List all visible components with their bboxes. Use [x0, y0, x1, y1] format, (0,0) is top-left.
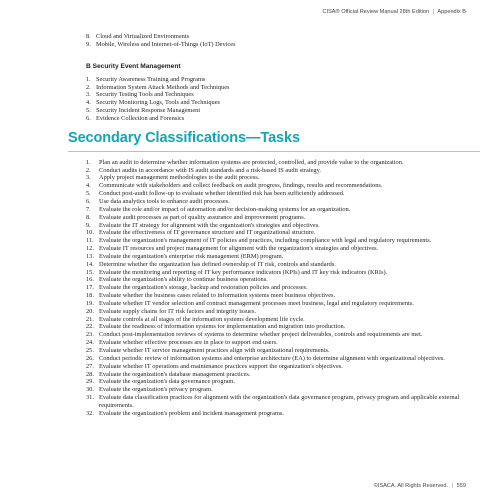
list-item — [86, 355, 478, 363]
section-title: Secondary Classifications—Tasks — [68, 129, 300, 146]
list-item-number: 7. — [86, 205, 91, 213]
title-divider — [68, 151, 480, 152]
list-item-number: 18. — [86, 292, 94, 300]
list-item-number: 1. — [86, 158, 91, 166]
list-item-number: 9. — [86, 221, 91, 229]
list-item — [86, 339, 478, 347]
list-item-text: Evaluate supply chains for IT risk factors and integrity issues. — [99, 307, 257, 315]
page-number: 559 — [456, 483, 466, 489]
list-item-number: 3. — [86, 91, 91, 99]
list-item-text: Evidence Collection and Forensics — [96, 114, 185, 122]
list-item — [86, 91, 482, 99]
b-section-heading: B Security Event Management — [86, 62, 181, 70]
list-item — [86, 99, 482, 107]
list-item-text: Security Awareness Training and Programs — [96, 75, 206, 83]
appendix-label: Appendix B — [437, 9, 466, 15]
tasks-list — [86, 159, 478, 418]
list-item-number: 10. — [86, 229, 94, 237]
list-item — [86, 229, 478, 237]
list-item-number: 3. — [86, 174, 91, 182]
list-item-text: Evaluate whether the business cases related to information systems meet business objectives. — [99, 292, 336, 300]
list-item-number: 2. — [86, 166, 91, 174]
list-item — [86, 363, 478, 371]
list-item-text: Evaluate the readiness of information systems for implementation and migration into production. — [99, 323, 346, 331]
list-item-text: Evaluate audit processes as part of quality assurance and improvement programs. — [99, 213, 306, 221]
list-item-text: Security Monitoring Logs, Tools and Techniques — [96, 99, 220, 107]
list-item-number: 24. — [86, 339, 94, 347]
list-item-number: 12. — [86, 245, 94, 253]
list-item-number: 4. — [86, 99, 91, 107]
list-item — [86, 41, 482, 49]
list-item-number: 8. — [86, 213, 91, 221]
list-item-text: Evaluate whether IT service management practices align with organizational requirements. — [99, 347, 330, 354]
list-item — [86, 347, 478, 355]
list-item — [86, 245, 478, 253]
list-item-number: 8. — [86, 33, 91, 40]
list-item-text: Use data analytics tools to enhance audit processes. — [99, 197, 230, 205]
list-item — [86, 371, 478, 379]
list-item-text: Security Incident Response Management — [96, 107, 201, 115]
list-item — [86, 394, 478, 410]
list-item — [86, 76, 482, 84]
list-item-number: 21. — [86, 315, 94, 323]
list-item-number: 19. — [86, 299, 94, 307]
list-item — [86, 159, 478, 167]
list-item — [86, 84, 482, 92]
list-item — [86, 33, 482, 41]
list-item-number: 22. — [86, 323, 94, 331]
list-item-text: Evaluate the organization's ability to continue business operations. — [99, 276, 268, 284]
page-footer — [374, 483, 466, 489]
list-item-number: 6. — [86, 197, 91, 205]
list-item-text: Evaluate the organization's management of IT policies and practices, including compliance with legal and regulatory requirements. — [99, 237, 432, 245]
list-item-number: 26. — [86, 354, 94, 362]
list-item-text: Conduct audits in accordance with IS audit standards and a risk-based IS audit strategy. — [99, 166, 321, 174]
list-item-text: Evaluate the organization's storage, backup and restoration policies and processes. — [99, 284, 308, 292]
list-item — [86, 410, 478, 418]
list-item-text: Determine whether the organization has defined ownership of IT risk, controls and standards. — [99, 260, 336, 268]
list-item — [86, 308, 478, 316]
list-item-text: Conduct post-implementation reviews of systems to determine whether project deliverables, controls and requirements are met. — [99, 331, 423, 339]
list-item — [86, 323, 478, 331]
top-list — [86, 33, 482, 49]
list-item-text: Evaluate the organization's data governance program. — [99, 378, 235, 386]
list-item-text: Conduct periodic review of information systems and enterprise architecture (EA) to determine alignment with organizational objectives. — [99, 354, 445, 362]
list-item — [86, 115, 482, 123]
list-item — [86, 292, 478, 300]
list-item-text: Evaluate the organization's enterprise risk management (ERM) program. — [99, 252, 284, 260]
list-item-text: Evaluate whether IT operations and maintenance practices support the organization's objectives. — [99, 362, 343, 370]
list-item — [86, 182, 478, 190]
list-item-number: 28. — [86, 370, 94, 378]
list-item-number: 30. — [86, 386, 94, 394]
b-section-list — [86, 76, 482, 123]
list-item-text: Apply project management methodologies to the audit process. — [99, 174, 260, 182]
list-item-number: 23. — [86, 331, 94, 339]
list-item-number: 25. — [86, 347, 94, 354]
list-item — [86, 378, 478, 386]
list-item-number: 13. — [86, 252, 94, 260]
list-item — [86, 300, 478, 308]
list-item — [86, 253, 478, 261]
list-item-text: Evaluate the organization's database management practices. — [99, 370, 251, 378]
list-item — [86, 261, 478, 269]
list-item-text: Communicate with stakeholders and collect feedback on audit progress, findings, results and recommendations. — [99, 182, 383, 190]
list-item — [86, 222, 478, 230]
list-item-text: Information System Attack Methods and Techniques — [96, 83, 230, 91]
list-item-text: Cloud and Virtualized Environments — [96, 33, 190, 40]
list-item — [86, 237, 478, 245]
list-item-text: Evaluate the IT strategy for alignment with the organization's strategies and objectives. — [99, 221, 320, 229]
list-item-number: 31. — [86, 394, 94, 402]
list-item-text: Evaluate the monitoring and reporting of IT key performance indicators (KPIs) and IT key risk indicators (KRIs). — [99, 268, 388, 276]
list-item-number: 14. — [86, 260, 94, 268]
list-item — [86, 107, 482, 115]
list-item — [86, 198, 478, 206]
list-item-text: Mobile, Wireless and Internet-of-Things (IoT) Devices — [96, 40, 236, 48]
list-item-number: 5. — [86, 107, 91, 115]
list-item-text: Evaluate the effectiveness of IT governance structure and IT organizational structure. — [99, 229, 316, 237]
list-item-text: Evaluate the role and/or impact of automation and/or decision-making systems for an organization. — [99, 205, 351, 213]
list-item-number: 27. — [86, 362, 94, 370]
page-content — [64, 33, 482, 418]
list-item-text: Plan an audit to determine whether information systems are protected, controlled, and provide value to the organization. — [99, 158, 404, 166]
list-item-text: Evaluate whether IT vendor selection and contract management processes meet business, legal and regulatory requirements. — [99, 299, 414, 307]
list-item-number: 29. — [86, 378, 94, 386]
list-item — [86, 284, 478, 292]
running-header — [322, 9, 466, 15]
list-item-number: 32. — [86, 409, 94, 417]
list-item-number: 5. — [86, 190, 91, 198]
list-item-number: 9. — [86, 40, 91, 48]
list-item-number: 4. — [86, 182, 91, 190]
list-item-text: Conduct post-audit follow-up to evaluate whether identified risk has been sufficiently addressed. — [99, 190, 345, 198]
footer-separator: | — [451, 483, 454, 489]
list-item — [86, 167, 478, 175]
list-item — [86, 269, 478, 277]
list-item-number: 2. — [86, 83, 91, 91]
list-item — [86, 276, 478, 284]
copyright-text: ©ISACA. All Rights Reserved. — [373, 483, 449, 489]
header-separator: | — [432, 9, 435, 15]
list-item-text: Evaluate whether effective processes are in place to support end users. — [99, 339, 278, 347]
running-title: CISA® Official Review Manual 28th Edition — [322, 9, 430, 15]
list-item — [86, 206, 478, 214]
list-item-text: Security Testing Tools and Techniques — [96, 91, 194, 99]
list-item-number: 11. — [86, 237, 94, 245]
list-item — [86, 386, 478, 394]
list-item-text: Evaluate the organization's privacy program. — [99, 386, 213, 394]
list-item-number: 1. — [86, 75, 91, 83]
list-item-number: 15. — [86, 268, 94, 276]
list-item-number: 20. — [86, 307, 94, 315]
list-item — [86, 316, 478, 324]
list-item — [86, 214, 478, 222]
list-item — [86, 174, 478, 182]
list-item-text: Evaluate data classification practices for alignment with the organization's data governance program, privacy program and applicable external requirements. — [99, 394, 460, 409]
list-item — [86, 331, 478, 339]
list-item-number: 16. — [86, 276, 94, 284]
list-item-text: Evaluate the organization's problem and incident management programs. — [99, 409, 284, 417]
list-item-number: 17. — [86, 284, 94, 292]
list-item-number: 6. — [86, 114, 91, 122]
list-item-text: Evaluate IT resources and project management for alignment with the organization's strategies and objectives. — [99, 245, 379, 253]
list-item-text: Evaluate controls at all stages of the information systems development life cycle. — [99, 315, 305, 323]
list-item — [86, 190, 478, 198]
